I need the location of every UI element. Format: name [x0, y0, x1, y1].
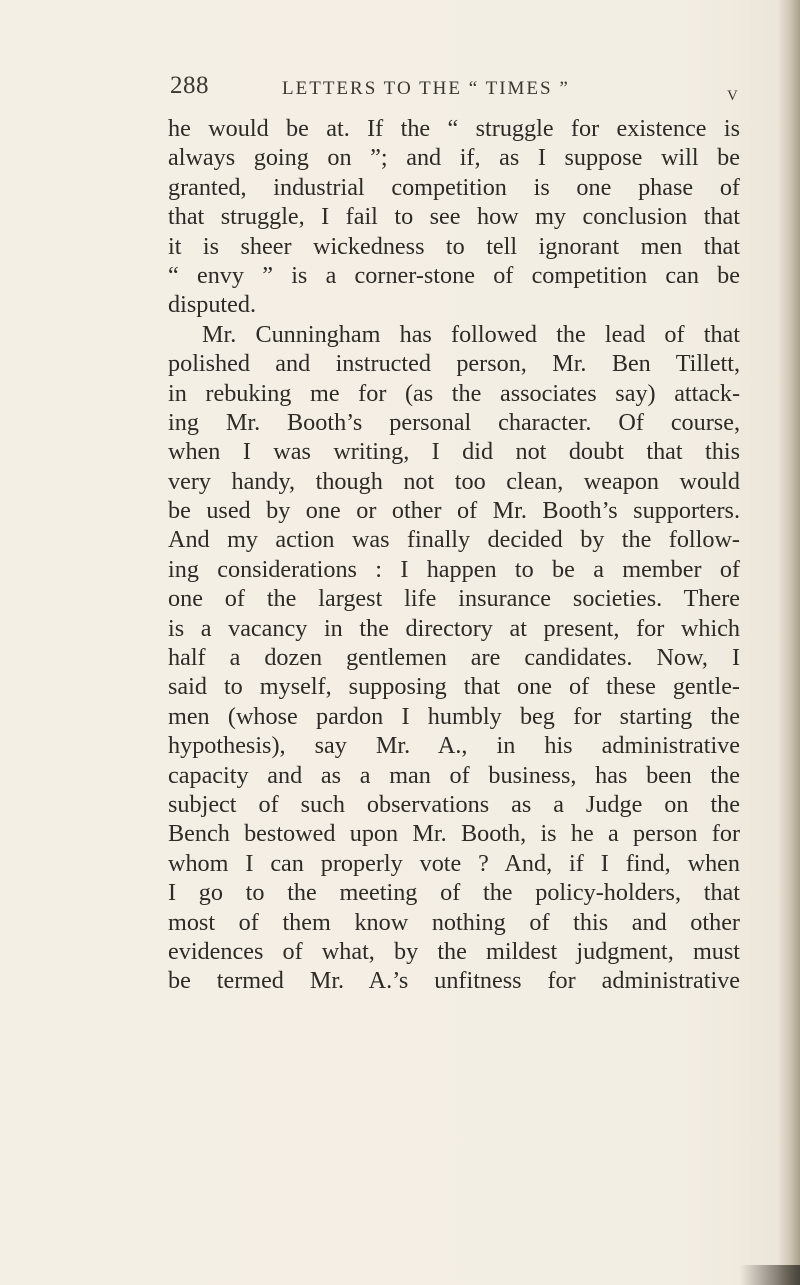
- text-line: be used by one or other of Mr. Booth’s supporters.: [168, 497, 740, 525]
- text-line: it is sheer wickedness to tell ignorant men that: [168, 232, 740, 260]
- text-line: whom I can properly vote ? And, if I find, when: [168, 849, 740, 877]
- text-line: ing Mr. Booth’s personal character. Of course,: [168, 408, 740, 436]
- text-line: I go to the meeting of the policy-holders, that: [168, 879, 740, 907]
- text-line: half a dozen gentlemen are candidates. Now, I: [168, 644, 740, 672]
- page-corner-shadow: [740, 1265, 800, 1285]
- text-line: said to myself, supposing that one of these gentle-: [168, 673, 740, 701]
- body-text: [168, 114, 740, 996]
- text-line: men (whose pardon I humbly beg for starting the: [168, 702, 740, 730]
- text-line: he would be at. If the “ struggle for existence is: [168, 115, 740, 142]
- text-line: evidences of what, by the mildest judgment, must: [168, 937, 740, 965]
- text-line: Mr. Cunningham has followed the lead of that: [202, 320, 740, 348]
- text-line: subject of such observations as a Judge on the: [168, 790, 740, 818]
- text-line: Bench bestowed upon Mr. Booth, is he a person for: [168, 820, 740, 848]
- text-line: “ envy ” is a corner-stone of competition can be: [168, 261, 740, 289]
- text-line: most of them know nothing of this and other: [168, 908, 740, 936]
- text-line: hypothesis), say Mr. A., in his administrative: [168, 732, 740, 760]
- text-line: that struggle, I fail to see how my conclusion that: [168, 203, 740, 231]
- running-head: LETTERS TO THE “ TIMES ”: [282, 78, 570, 99]
- text-line: very handy, though not too clean, weapon would: [168, 467, 740, 495]
- text-line: And my action was finally decided by the follow-: [168, 526, 740, 554]
- text-line: one of the largest life insurance societies. There: [168, 585, 740, 613]
- page-edge-shadow: [778, 0, 800, 1285]
- text-line: when I was writing, I did not doubt that this: [168, 438, 740, 466]
- text-line: ing considerations : I happen to be a member of: [168, 555, 740, 583]
- page-header: [170, 72, 740, 106]
- text-line: capacity and as a man of business, has been the: [168, 761, 740, 789]
- text-line: be termed Mr. A.’s unfitness for administrative: [168, 967, 740, 995]
- text-line: polished and instructed person, Mr. Ben Tillett,: [168, 350, 740, 378]
- signature-mark: V: [727, 88, 738, 104]
- text-line: always going on ”; and if, as I suppose will be: [168, 144, 740, 172]
- text-line: disputed.: [168, 291, 257, 319]
- text-line: is a vacancy in the directory at present, for which: [168, 614, 740, 642]
- page-number: 288: [170, 72, 209, 99]
- text-line: in rebuking me for (as the associates say) attack-: [168, 379, 740, 407]
- text-line: granted, industrial competition is one phase of: [168, 173, 740, 201]
